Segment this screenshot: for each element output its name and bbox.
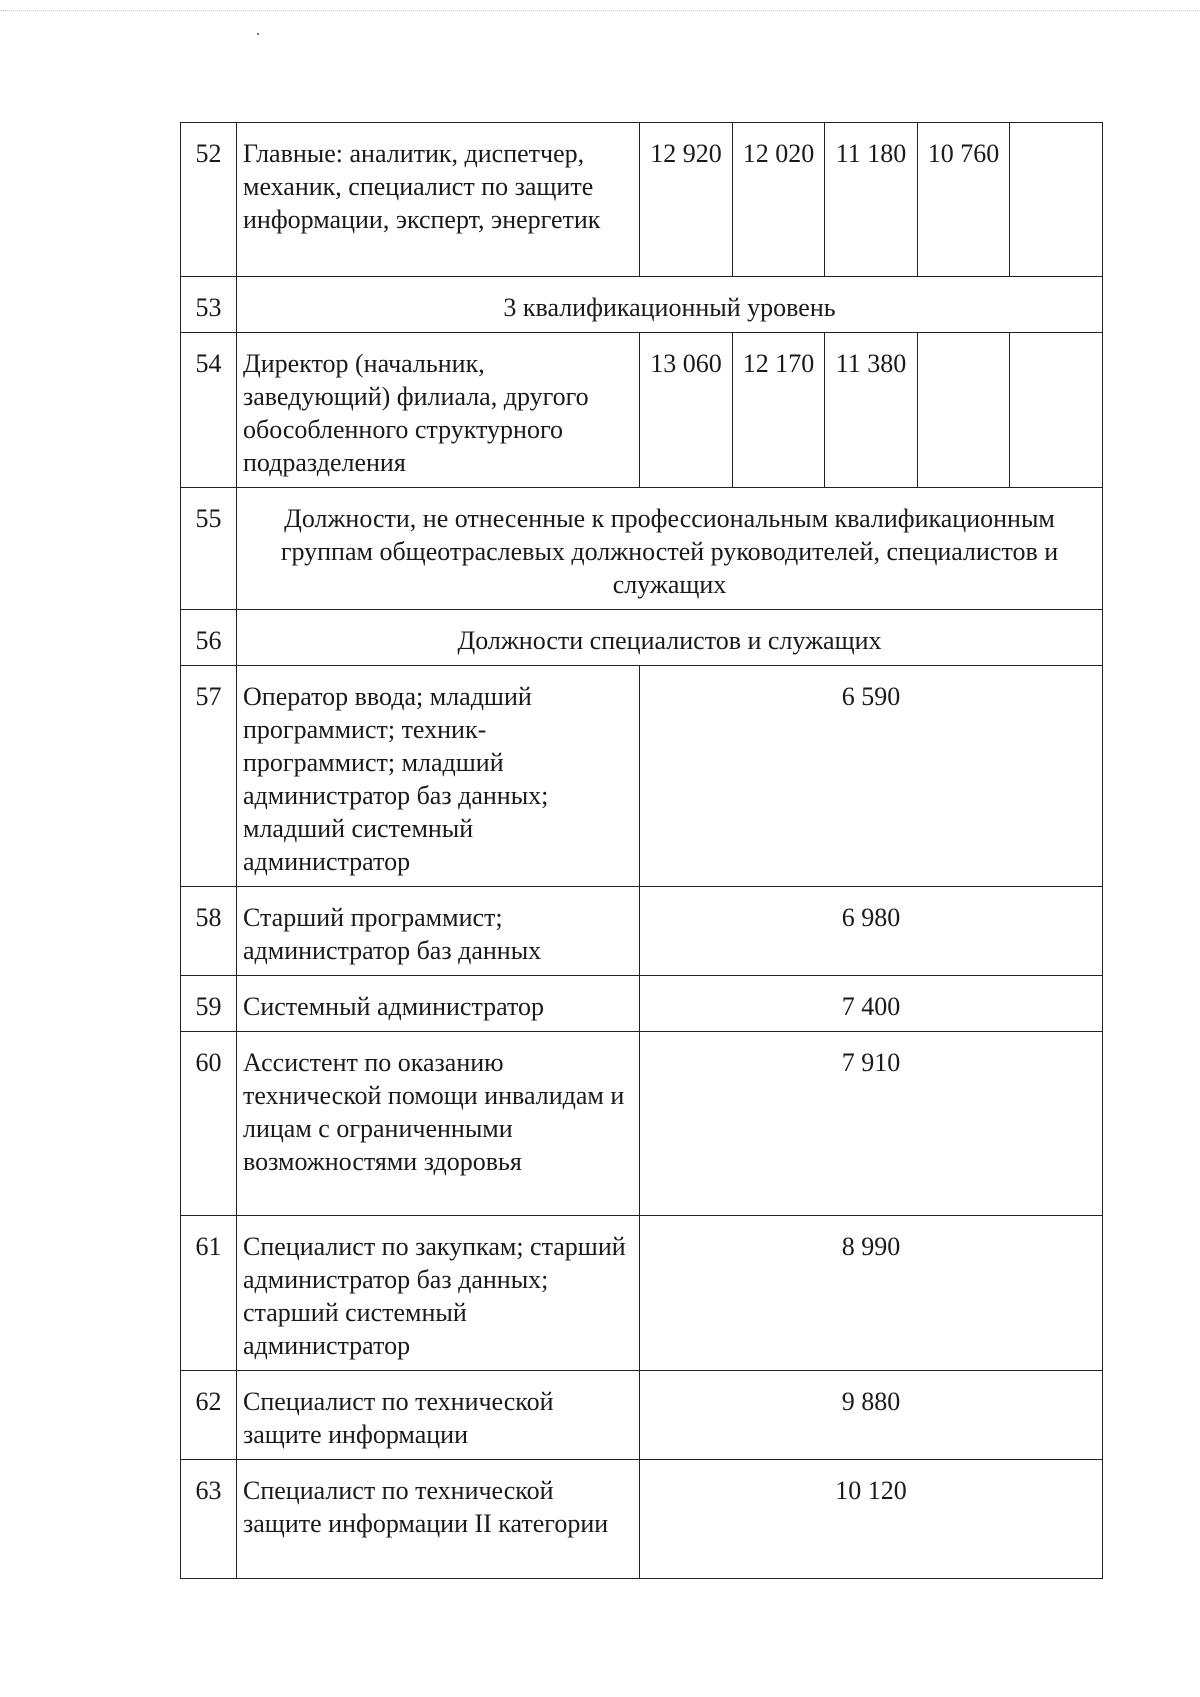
section-title: 3 квалификационный уровень [237,277,1103,333]
section-row [181,488,1103,610]
table-row [181,333,1103,488]
salary-value: 11 180 [825,123,918,277]
position-name: Специалист по закупкам; старший администратор баз данных; старший системный администратор [237,1216,640,1371]
salary-value: 11 380 [825,333,918,488]
row-number: 61 [181,1216,237,1371]
row-number: 59 [181,976,237,1032]
scan-speck [257,33,259,35]
section-title: Должности специалистов и служащих [237,610,1103,666]
salary-table [180,122,1103,1579]
salary-value: 10 760 [918,123,1010,277]
row-number: 53 [181,277,237,333]
table-row [181,887,1103,976]
salary-value [1010,333,1103,488]
table-row [181,1032,1103,1216]
row-number: 60 [181,1032,237,1216]
position-name: Оператор ввода; младший программист; техник-программист; младший администратор баз данных; младший системный администратор [237,666,640,887]
table-row [181,1371,1103,1460]
position-name: Ассистент по оказанию технической помощи инвалидам и лицам с ограниченными возможностями здоровья [237,1032,640,1216]
position-name: Главные: аналитик, диспетчер, механик, специалист по защите информации, эксперт, энергетик [237,123,640,277]
row-number: 62 [181,1371,237,1460]
position-name: Директор (начальник, заведующий) филиала, другого обособленного структурного подразделения [237,333,640,488]
scan-edge [0,10,1200,11]
table-row [181,666,1103,887]
salary-value: 6 980 [640,887,1103,976]
position-name: Старший программист; администратор баз данных [237,887,640,976]
position-name: Специалист по технической защите информации [237,1371,640,1460]
salary-value: 7 910 [640,1032,1103,1216]
row-number: 57 [181,666,237,887]
row-number: 52 [181,123,237,277]
table-row [181,1460,1103,1579]
salary-value [1010,123,1103,277]
salary-value: 12 170 [733,333,825,488]
salary-value: 12 020 [733,123,825,277]
salary-value [918,333,1010,488]
section-title: Должности, не отнесенные к профессиональным квалификационным группам общеотраслевых должностей руководителей, специалистов и служащих [237,488,1103,610]
salary-value: 7 400 [640,976,1103,1032]
salary-value: 12 920 [640,123,733,277]
salary-value: 9 880 [640,1371,1103,1460]
salary-value: 13 060 [640,333,733,488]
row-number: 54 [181,333,237,488]
position-name: Системный администратор [237,976,640,1032]
position-name: Специалист по технической защите информации II категории [237,1460,640,1579]
row-number: 58 [181,887,237,976]
table-row [181,123,1103,277]
section-row [181,610,1103,666]
table-row [181,1216,1103,1371]
row-number: 55 [181,488,237,610]
row-number: 63 [181,1460,237,1579]
salary-value: 6 590 [640,666,1103,887]
table-row [181,976,1103,1032]
row-number: 56 [181,610,237,666]
section-row [181,277,1103,333]
salary-value: 10 120 [640,1460,1103,1579]
salary-value: 8 990 [640,1216,1103,1371]
